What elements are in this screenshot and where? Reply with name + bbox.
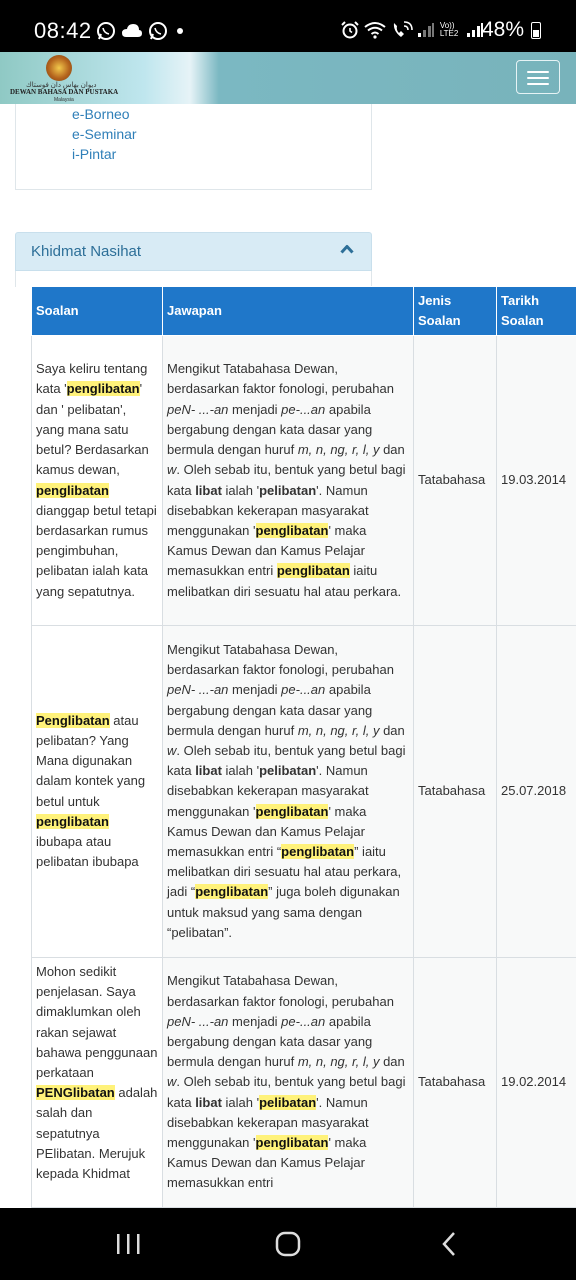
- highlighted-term: penglibatan: [36, 482, 109, 498]
- italic-term: m, n, ng, r, l, y: [297, 722, 380, 738]
- emblem-icon: [46, 55, 72, 81]
- italic-term: peN- ...-an: [167, 1013, 229, 1029]
- italic-term: peN- ...-an: [167, 401, 229, 417]
- highlighted-term: penglibatan: [255, 1135, 329, 1150]
- bold-term: pelibatan: [259, 763, 317, 779]
- khidmat-nasihat-panel-header[interactable]: [15, 232, 372, 271]
- link-i-pintar[interactable]: i-Pintar: [72, 146, 117, 162]
- bold-term: libat: [195, 1094, 222, 1110]
- clock: 08:42: [34, 18, 92, 43]
- col-header-soalan: Soalan: [32, 287, 163, 336]
- wifi-icon: [364, 21, 386, 39]
- table-row: [32, 626, 576, 958]
- whatsapp-icon: [96, 21, 116, 41]
- signal-icon: [417, 22, 435, 38]
- date-cell: 19.03.2014: [497, 336, 576, 626]
- highlighted-term: penglibatan: [66, 381, 140, 397]
- italic-term: m, n, ng, r, l, y: [297, 442, 380, 458]
- logo-country: Malaysia: [54, 97, 74, 103]
- dot-icon: [173, 24, 187, 38]
- highlighted-term: penglibatan: [36, 813, 109, 829]
- italic-term: m, n, ng, r, l, y: [297, 1054, 380, 1070]
- bold-term: pelibatan: [259, 482, 317, 498]
- highlighted-term: pelibatan: [259, 1094, 317, 1110]
- italic-term: w: [167, 742, 177, 758]
- home-icon[interactable]: [272, 1230, 304, 1258]
- highlighted-term: penglibatan: [255, 522, 329, 538]
- battery-icon: [531, 22, 541, 39]
- wifi-call-icon: [391, 21, 413, 39]
- highlighted-term: penglibatan: [276, 563, 350, 579]
- logo-name: DEWAN BAHASA DAN PUSTAKA: [10, 88, 119, 96]
- back-icon[interactable]: [434, 1230, 466, 1258]
- logo-jawi-text: ﺩﻳﻮﺍﻥ ﺑﻬﺎﺱ ﺩﺍﻥ ﻓﻮﺳﺘﺎﻙ: [26, 82, 97, 89]
- col-header-tarikh-soalan: Tarikh Soalan: [497, 287, 576, 336]
- col-header-jawapan: Jawapan: [163, 287, 414, 336]
- panel-title: Khidmat Nasihat: [31, 243, 142, 260]
- recent-apps-icon[interactable]: [112, 1230, 144, 1258]
- italic-term: pe-...an: [281, 401, 326, 417]
- italic-term: w: [167, 462, 177, 478]
- table-row: [32, 336, 576, 626]
- cloud-icon: [121, 23, 143, 39]
- italic-term: pe-...an: [281, 682, 326, 698]
- battery-level: 48%: [482, 18, 525, 41]
- italic-term: w: [167, 1074, 177, 1090]
- highlighted-term: PENGlibatan: [36, 1085, 115, 1101]
- notification-icons: [96, 20, 187, 41]
- answer-cell: Mengikut Tatabahasa Dewan, berdasarkan faktor fonologi, perubahan peN- ...-an menjadi pe-...an apabila bergabung dengan kata dasar yang bermula dengan huruf m, n, ng, r, l, y dan w. Oleh sebab itu, bentuk yang betul bagi kata libat ialah 'pelibatan'. Namun disebabkan kekerapan masyarakat menggunakan 'penglibatan' maka Kamus Dewan dan Kamus Pelajar memasukkan entri penglibatan iaitu melibatkan diri sesuatu hal atau perkara.: [163, 336, 414, 626]
- type-cell: Tatabahasa: [414, 336, 497, 626]
- alarm-icon: [340, 20, 360, 40]
- qa-table: [31, 286, 576, 1208]
- italic-term: pe-...an: [281, 1013, 326, 1029]
- question-cell: Saya keliru tentang kata 'penglibatan' dan ' pelibatan', yang mana satu betul? Berdasarkan kamus dewan, penglibatan dianggap betul tetapi berdasarkan rumus pengimbuhan, pelibatan ialah kata yang sepatutnya.: [32, 336, 163, 626]
- bold-term: libat: [195, 763, 222, 779]
- link-e-borneo[interactable]: e-Borneo: [72, 106, 130, 122]
- dbp-logo[interactable]: [10, 55, 128, 101]
- italic-term: peN- ...-an: [167, 682, 229, 698]
- status-bar: [0, 0, 576, 52]
- chevron-up-icon[interactable]: [340, 244, 354, 254]
- type-cell: Tatabahasa: [414, 626, 497, 958]
- question-cell: Penglibatan atau pelibatan? Yang Mana digunakan dalam kontek yang betul untuk penglibatan ibubapa atau pelibatan ibubapa: [32, 626, 163, 958]
- highlighted-term: penglibatan: [255, 803, 329, 819]
- table-row: [32, 958, 576, 1208]
- date-cell: 19.02.2014: [497, 958, 576, 1208]
- highlighted-term: penglibatan: [195, 884, 269, 900]
- highlighted-term: Penglibatan: [36, 712, 110, 728]
- answer-cell: Mengikut Tatabahasa Dewan, berdasarkan faktor fonologi, perubahan peN- ...-an menjadi pe-...an apabila bergabung dengan kata dasar yang bermula dengan huruf m, n, ng, r, l, y dan w. Oleh sebab itu, bentuk yang betul bagi kata libat ialah 'pelibatan'. Namun disebabkan kekerapan masyarakat menggunakan 'penglibatan' maka Kamus Dewan dan Kamus Pelajar memasukkan entri: [163, 958, 414, 1208]
- volte-label: Vo)) LTE2: [439, 21, 459, 38]
- answer-cell: Mengikut Tatabahasa Dewan, berdasarkan faktor fonologi, perubahan peN- ...-an menjadi pe-...an apabila bergabung dengan kata dasar yang bermula dengan huruf m, n, ng, r, l, y dan w. Oleh sebab itu, bentuk yang betul bagi kata libat ialah 'pelibatan'. Namun disebabkan kekerapan masyarakat menggunakan 'penglibatan' maka Kamus Dewan dan Kamus Pelajar memasukkan entri “penglibatan” iaitu melibatkan diri sesuatu hal atau perkara, jadi “penglibatan” juga boleh digunakan untuk maksud yang sama dengan “pelibatan”.: [163, 626, 414, 958]
- question-cell: Mohon sedikit penjelasan. Saya dimaklumkan oleh rakan sejawat bahawa penggunaan perkataan PENGlibatan adalah salah dan sepatutnya PElibatan. Merujuk kepada Khidmat: [32, 958, 163, 1208]
- system-nav-bar: [0, 1208, 576, 1280]
- panel-body: [15, 271, 372, 287]
- link-e-seminar[interactable]: e-Seminar: [72, 126, 137, 142]
- site-header: [0, 52, 576, 104]
- type-cell: Tatabahasa: [414, 958, 497, 1208]
- links-card: [15, 104, 372, 190]
- col-header-jenis-soalan: Jenis Soalan: [414, 287, 497, 336]
- bold-term: libat: [195, 482, 222, 498]
- date-cell: 25.07.2018: [497, 626, 576, 958]
- system-icons: [340, 20, 484, 40]
- hamburger-menu-button[interactable]: [516, 60, 560, 94]
- whatsapp-icon: [148, 21, 168, 41]
- highlighted-term: penglibatan: [281, 844, 355, 859]
- hamburger-icon: [527, 71, 549, 73]
- table-header-row: [32, 287, 576, 336]
